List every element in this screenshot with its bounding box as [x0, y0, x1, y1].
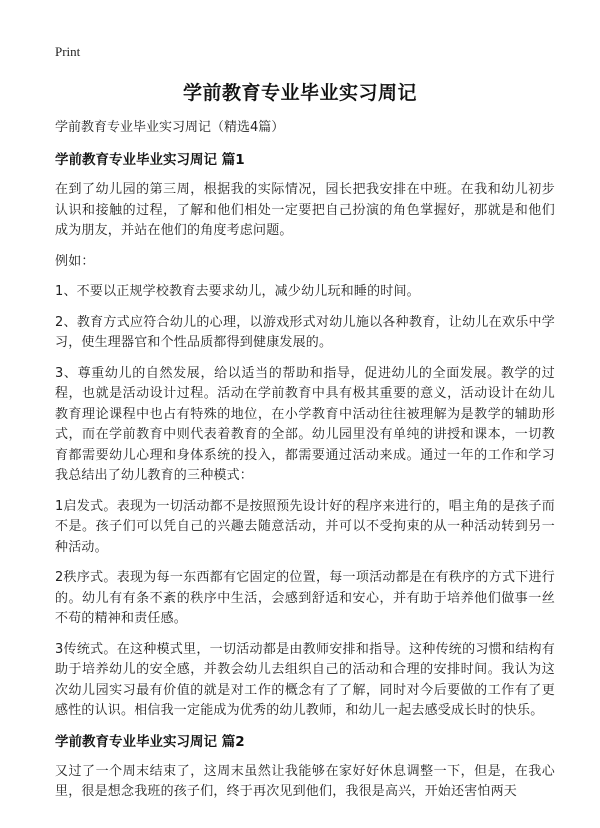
document-subtitle: 学前教育专业毕业实习周记（精选4篇）: [55, 120, 285, 135]
list-item: 1、不要以正规学校教育去要求幼儿，减少幼儿玩和睡的时间。: [55, 284, 420, 299]
list-item: 2秩序式。表现为每一东西都有它固定的位置，每一项活动都是在有秩序的方式下进行的。幼儿有有条不紊的秩序中生活，会感到舒适和安心，并有助于培养他们做事一丝不苟的精神和责任感。: [55, 570, 555, 626]
section-heading: 学前教育专业毕业实习周记 篇2: [55, 733, 245, 750]
document-title: 学前教育专业毕业实习周记: [182, 82, 417, 104]
paragraph: 又过了一个周末结束了，这周末虽然让我能够在家好好休息调整一下，但是，在我心里，很是想念我班的孩子们，终于再次见到他们，我很是高兴，开始还害怕两天: [55, 763, 555, 799]
section-heading: 学前教育专业毕业实习周记 篇1: [55, 152, 245, 168]
print-label: Print: [55, 44, 81, 59]
document-body: [55, 118, 555, 813]
paragraph: 在到了幼儿园的第三周，根据我的实际情况，园长把我安排在中班。在我和幼儿初步认识和接触的过程，了解和他们相处一定要把自己扮演的角色掌握好，那就是和他们成为朋友，并站在他们的角度考虑问题。: [55, 182, 555, 238]
list-item: 1启发式。表现为一切活动都不是按照预先设计好的程序来进行的，唱主角的是孩子而不是。孩子们可以凭自己的兴趣去随意活动，并可以不受拘束的从一种活动转到另一种活动。: [55, 498, 555, 555]
list-item: 3传统式。在这种模式里，一切活动都是由教师安排和指导。这种传统的习惯和结构有助于培养幼儿的安全感，并教会幼儿去组织自己的活动和合理的安排时间。我认为这次幼儿园实习最有价值的就是对工作的概念有了了解，同时对今后要做的工作有了更感性的认识。相信我一定能成为优秀的幼儿教师，和幼儿一起去感受成长时的快乐。: [55, 641, 555, 718]
list-item: 2、教育方式应符合幼儿的心理，以游戏形式对幼儿施以各种教育，让幼儿在欢乐中学习，使生理器官和个性品质都得到健康发展的。: [55, 314, 555, 350]
list-item: 3、尊重幼儿的自然发展，给以适当的帮助和指导，促进幼儿的全面发展。教学的过程，也就是活动设计过程。活动在学前教育中具有极其重要的意义，活动设计在幼儿教育理论课程中也占有特殊的地位，在小学教育中活动往往被理解为是教学的辅助形式，而在学前教育中则代表着教育的全部。幼儿园里没有单纯的讲授和课本，一切教育都需要幼儿心理和身体系统的投入，都需要通过活动来成。通过一年的工作和学习我总结出了幼儿教育的三种模式：: [55, 365, 555, 483]
paragraph: 例如：: [55, 253, 95, 269]
